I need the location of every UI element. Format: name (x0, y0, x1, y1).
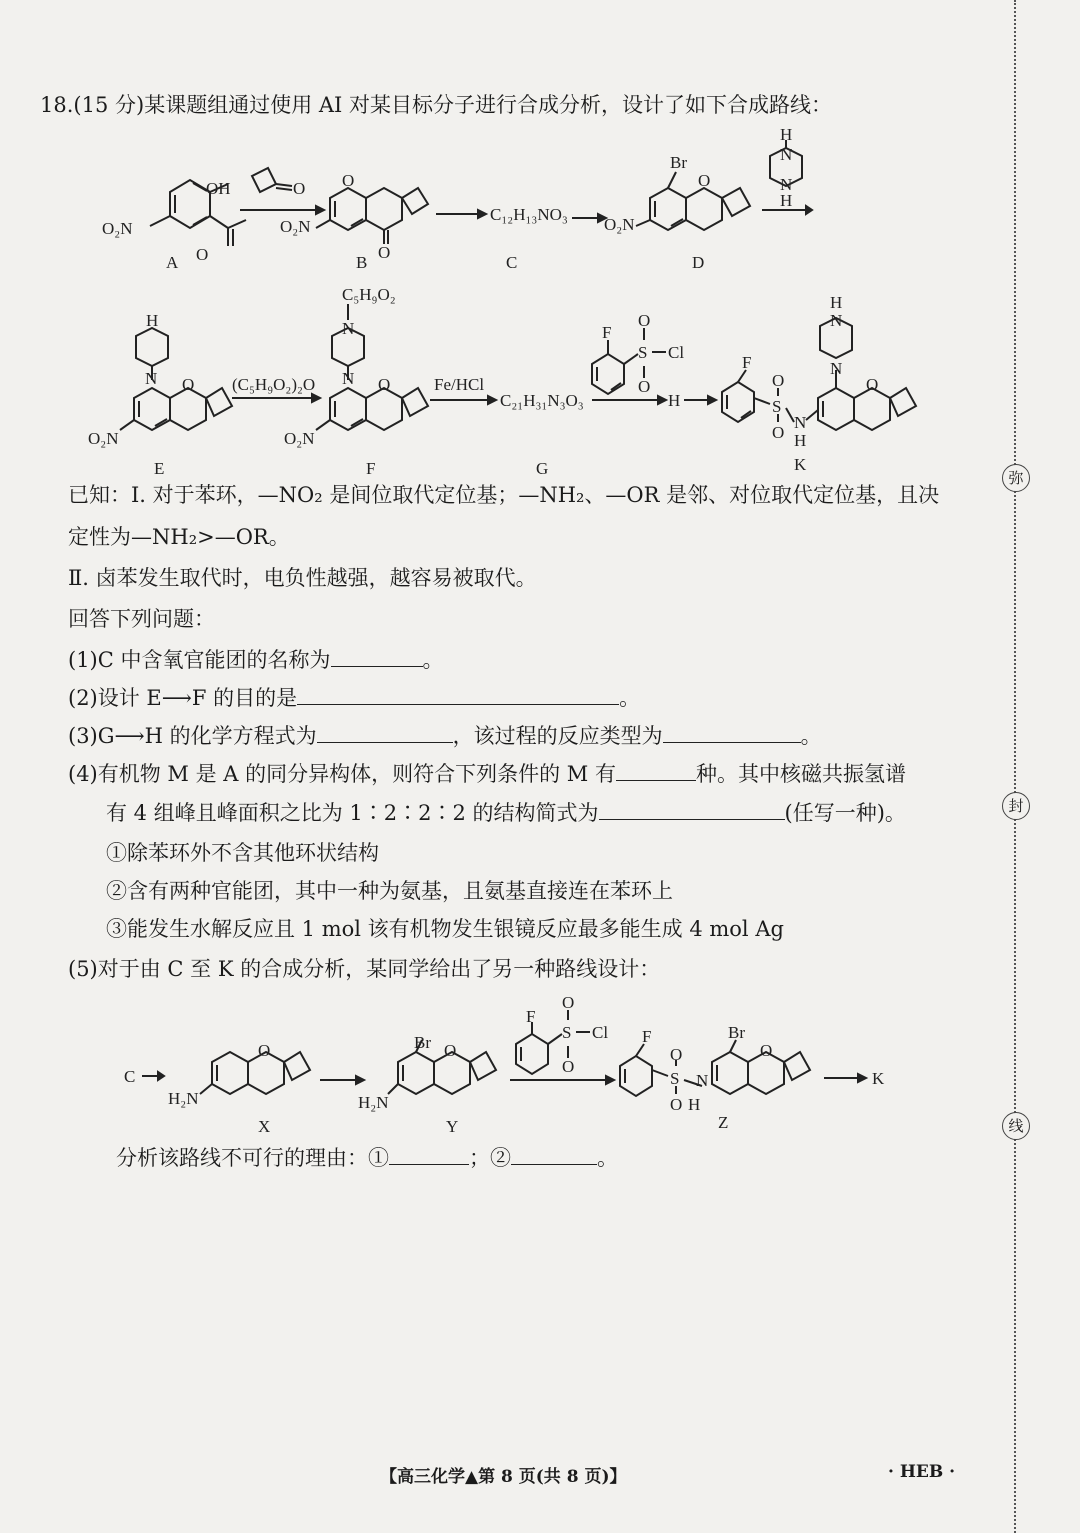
atom-o-x: O (258, 1041, 271, 1060)
label-f: F (366, 459, 376, 478)
label-y: Y (446, 1117, 459, 1136)
question-1 (68, 644, 444, 675)
atom-o-a: O (196, 245, 209, 264)
atom-h-pip-bottom: H (780, 191, 793, 210)
molecule-a (150, 180, 246, 246)
atom-s-reagent: S (638, 343, 648, 362)
reagent-anhydride: (C₅H₉O₂)₂O (232, 375, 316, 394)
atom-n-pip-bottom: N (780, 175, 793, 194)
reason-1-blank[interactable] (389, 1142, 469, 1165)
atom-f-k: F (742, 353, 752, 372)
q4-structure-blank[interactable] (599, 797, 785, 820)
analysis-line (116, 1142, 618, 1173)
atom-o-b-ring: O (342, 171, 355, 190)
label-b: B (356, 253, 368, 272)
atom-o-z-bottom: O (670, 1095, 683, 1114)
q1-end: 。 (422, 648, 444, 672)
known-line-3: Ⅱ. 卤苯发生取代时，电负性越强，越容易被取代。 (68, 566, 537, 590)
label-x: X (258, 1117, 271, 1136)
atom-h-e: H (146, 311, 159, 330)
atom-s-z: S (670, 1069, 680, 1088)
q2-answer-blank[interactable] (297, 682, 619, 705)
atom-oh: OH (206, 179, 231, 198)
atom-o-z-top: O (670, 1045, 683, 1064)
atom-o2n-a: O₂N (102, 219, 133, 238)
footer-code: · HEB · (888, 1462, 956, 1482)
atom-n-e: N (145, 369, 158, 388)
atom-n-f-top: N (342, 319, 355, 338)
questions-prompt: 回答下列问题： (68, 607, 215, 631)
molecule-e (120, 328, 232, 430)
atom-o-k-bottom: O (772, 423, 785, 442)
q3-reaction-type-blank[interactable] (663, 720, 801, 743)
atom-o-reagent2-bottom: O (562, 1057, 575, 1076)
scheme2-start-c: C (124, 1067, 136, 1086)
atom-o2n-e: O₂N (88, 429, 119, 448)
molecule-d (636, 172, 750, 230)
formula-c: C₁₂H₁₃NO₃ (490, 205, 568, 224)
atom-o-reagent2-top: O (562, 993, 575, 1012)
analysis-end: 。 (597, 1146, 618, 1170)
atom-o-e: O (182, 375, 195, 394)
question-points: (15 分) (73, 93, 145, 117)
label-a: A (166, 253, 179, 272)
atom-br-y: Br (414, 1033, 431, 1052)
atom-br-d: Br (670, 153, 687, 172)
atom-o2n-f: O₂N (284, 429, 315, 448)
label-g: G (536, 459, 549, 478)
substituent-f: C₅H₉O₂ (342, 285, 396, 304)
atom-o-reagent-bottom: O (638, 377, 651, 396)
atom-o-d: O (698, 171, 711, 190)
reagent-fe-hcl: Fe/HCl (434, 375, 485, 394)
atom-s-k: S (772, 397, 782, 416)
question-intro: 某课题组通过使用 AI 对某目标分子进行合成分析，设计了如下合成路线： (144, 93, 833, 117)
condition-3: ③能发生水解反应且 1 mol 该有机物发生银镜反应最多能生成 4 mol Ag (106, 917, 784, 941)
atom-o2n-b: O₂N (280, 217, 311, 236)
question-4-line-2 (106, 797, 906, 828)
atom-n-pip-top: N (780, 145, 793, 164)
question-2 (68, 682, 640, 713)
q1-answer-blank[interactable] (331, 644, 423, 667)
formula-g: C₂₁H₃₁N₃O₃ (500, 391, 584, 410)
question-5: (5)对于由 C 至 K 的合成分析，某同学给出了另一种路线设计： (68, 957, 661, 981)
molecule-b (316, 188, 428, 244)
atom-br-z: Br (728, 1023, 745, 1042)
analysis-text: 分析该路线不可行的理由：① (116, 1146, 389, 1170)
q4-count-blank[interactable] (616, 758, 696, 781)
atom-h-pip-top: H (780, 125, 793, 144)
page-footer: 【高三化学▲第 8 页(共 8 页)】 (380, 1467, 627, 1487)
analysis-middle: ；② (469, 1146, 511, 1170)
atom-h2n-x: H₂N (168, 1089, 199, 1108)
atom-n-k-pip: N (830, 359, 843, 378)
q4-middle: 种。其中核磁共振氢谱 (695, 762, 906, 786)
molecule-f (316, 304, 428, 430)
atom-n-k-pip-top: N (830, 311, 843, 330)
atom-cl-reagent: Cl (668, 343, 685, 362)
atom-n-f: N (342, 369, 355, 388)
question-4 (68, 758, 906, 789)
atom-o-k-top: O (772, 371, 785, 390)
atom-n-k-amide: N (794, 413, 807, 432)
atom-o-reagent-top: O (638, 311, 651, 330)
label-e: E (154, 459, 165, 478)
q1-text: (1)C 中含氧官能团的名称为 (68, 648, 331, 672)
seal-mark-feng: 封 (1002, 792, 1030, 820)
q3-middle: ，该过程的反应类型为 (452, 724, 663, 748)
question-3 (68, 720, 822, 751)
atom-o-b-ketone: O (378, 243, 391, 262)
atom-h-k-pip: H (830, 293, 843, 312)
atom-h-k-amide: H (794, 431, 807, 450)
atom-o-f: O (378, 375, 391, 394)
q3-equation-blank[interactable] (317, 720, 453, 743)
atom-o-y: O (444, 1041, 457, 1060)
condition-1: ①除苯环外不含其他环状结构 (106, 841, 379, 865)
atom-n-z: N (696, 1071, 709, 1090)
atom-o-k: O (866, 375, 879, 394)
question-number: 18. (40, 93, 74, 117)
atom-o-z: O (760, 1041, 773, 1060)
atom-o2n-d: O₂N (604, 215, 635, 234)
reason-2-blank[interactable] (511, 1142, 597, 1165)
seal-mark-mi: 弥 (1002, 464, 1030, 492)
atom-f-z: F (642, 1027, 652, 1046)
product-h: H (668, 391, 681, 410)
condition-2: ②含有两种官能团，其中一种为氨基，且氨基直接连在苯环上 (106, 879, 673, 903)
q3-text: (3)G⟶H 的化学方程式为 (68, 724, 317, 748)
known-line-1: 已知：Ⅰ. 对于苯环，—NO₂ 是间位取代定位基；—NH₂、—OR 是邻、对位取代定位基，且决 (68, 483, 940, 507)
seal-mark-xian: 线 (1002, 1112, 1030, 1140)
scheme2-end-k: K (872, 1069, 885, 1088)
atom-cl-reagent2: Cl (592, 1023, 609, 1042)
molecule-y (388, 1040, 496, 1094)
molecule-k (722, 318, 916, 430)
label-d: D (692, 253, 705, 272)
q2-end: 。 (619, 686, 641, 710)
atom-f-reagent2: F (526, 1007, 536, 1026)
label-c: C (506, 253, 518, 272)
label-z: Z (718, 1113, 729, 1132)
atom-s-reagent2: S (562, 1023, 572, 1042)
known-line-2: 定性为—NH₂>—OR。 (68, 525, 290, 549)
molecule-x (200, 1052, 310, 1094)
molecule-z (620, 1040, 810, 1096)
reagent-cyclobutanone (252, 168, 292, 192)
atom-h2n-y: H₂N (358, 1093, 389, 1112)
atom-h-z: H (688, 1095, 701, 1114)
q4-line2-text: 有 4 组峰且峰面积之比为 1∶2∶2∶2 的结构简式为 (106, 801, 599, 825)
q4-line2-end: (任写一种)。 (784, 801, 906, 825)
atom-o-reagent: O (293, 179, 306, 198)
label-k: K (794, 455, 807, 474)
q4-text: (4)有机物 M 是 A 的同分异构体，则符合下列条件的 M 有 (68, 762, 616, 786)
atom-f-reagent: F (602, 323, 612, 342)
q3-end: 。 (800, 724, 822, 748)
q2-text: (2)设计 E⟶F 的目的是 (68, 686, 298, 710)
